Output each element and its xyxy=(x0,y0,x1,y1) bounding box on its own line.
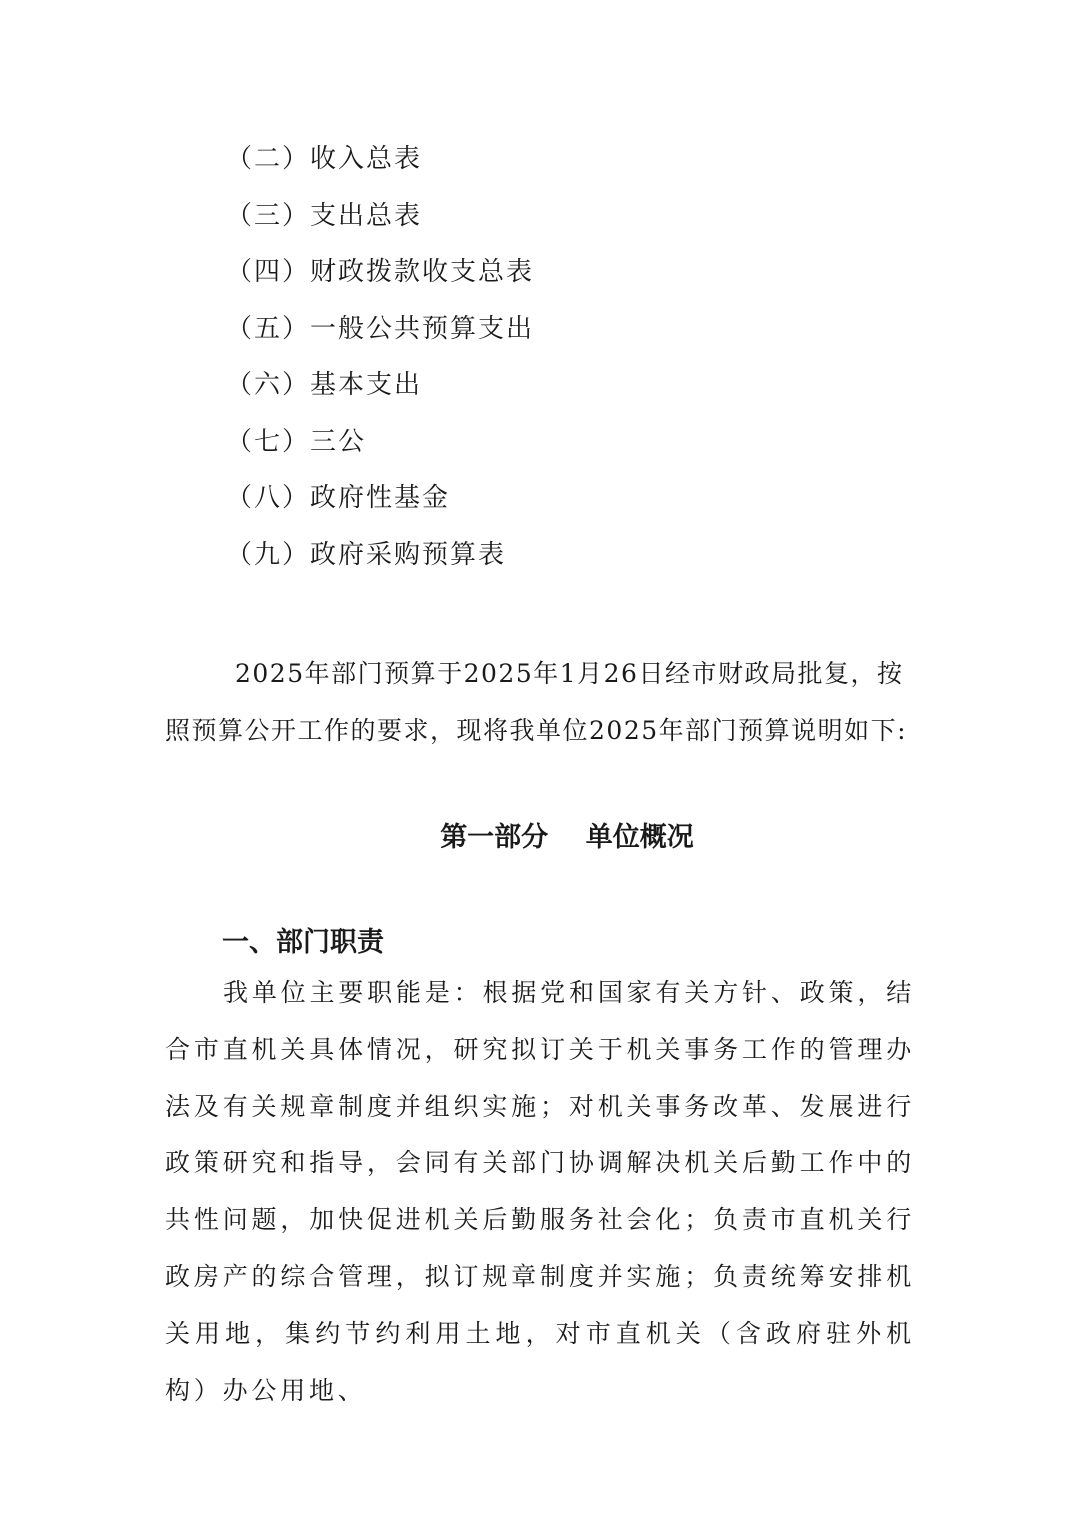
section-body-paragraph: 我单位主要职能是：根据党和国家有关方针、政策，结合市直机关具体情况，研究拟订关于机关事务工作的管理办法及有关规章制度并组织实施；对机关事务改革、发展进行政策研究和指导，会同有关部门协调解决机关后勤工作中的共性问题，加快促进机关后勤服务社会化；负责市直机关行政房产的综合管理，拟订规章制度并实施；负责统筹安排机关用地，集约节约利用土地，对市直机关（含政府驻外机构）办公用地、 xyxy=(165,978,915,1405)
intro-paragraph: 2025年部门预算于2025年1月26日经市财政局批复，按照预算公开工作的要求，现将我单位2025年部门预算说明如下: xyxy=(165,659,908,745)
section-heading: 一、部门职责 xyxy=(222,927,384,958)
toc-item: （六）基本支出 xyxy=(226,370,423,400)
toc-item: （二）收入总表 xyxy=(226,144,423,174)
part-title: 第一部分 单位概况 xyxy=(440,822,694,853)
toc-item: （九）政府采购预算表 xyxy=(226,539,507,570)
toc-item: （四）财政拨款收支总表 xyxy=(226,257,535,287)
toc-item: （八）政府性基金 xyxy=(226,483,451,513)
toc-item: （三）支出总表 xyxy=(226,200,423,231)
toc-item: （七）三公 xyxy=(226,426,367,457)
table-of-contents xyxy=(226,138,534,590)
toc-item: （五）一般公共预算支出 xyxy=(226,313,535,344)
